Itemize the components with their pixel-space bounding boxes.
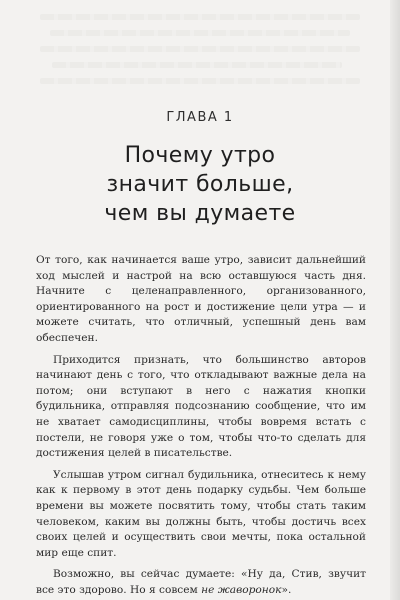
paragraph: От того, как начинается ваше утро, зависит дальнейший ход мыслей и настрой на всю оставшуюся часть дня. Начните с целенаправленного, организованного, ориентированного на рост и достижение цели утра — и можете считать, что отличный, успешный день вам обеспечен.: [36, 254, 366, 344]
paragraph: [36, 567, 366, 598]
paragraph-text: Возможно, вы сейчас думаете: «Ну да, Стив, звучит все это здорово. Но я совсем: [36, 568, 366, 596]
show-through-text: [40, 46, 360, 52]
paragraph: Услышав утром сигнал будильника, отнеситесь к нему как к первому в этот день подарку судьбы. Чем больше времени вы можете посвятить тому, чтобы стать таким человеком, каким вы должны быть, чтобы достичь всех своих целей и осуществить свои мечты, пока остальной мир еще спит.: [36, 468, 366, 559]
chapter-title-line: чем вы думаете: [104, 201, 296, 226]
show-through-text: [40, 78, 360, 84]
chapter-title: [0, 141, 400, 228]
chapter-title-line: значит больше,: [106, 172, 294, 197]
show-through-text: [50, 30, 350, 36]
chapter-label: ГЛАВА 1: [166, 110, 234, 125]
italic-phrase: не жаворонок: [201, 583, 282, 596]
chapter-body: [36, 253, 366, 598]
page-edge: [390, 0, 400, 600]
chapter-title-line: Почему утро: [124, 143, 276, 168]
show-through-text: [40, 14, 360, 20]
show-through-text: [52, 62, 342, 68]
paragraph-text: ».: [281, 583, 292, 596]
paragraph: Приходится признать, что большинство авторов начинают день с того, что откладывают важные дела на потом; они вступают в него с нажатия кнопки будильника, отправляя подсознанию сообщение, что им не хватает самодисциплины, чтобы вовремя встать с постели, не говоря уже о том, чтобы что-то сделать для достижения целей в писательстве.: [36, 353, 366, 460]
